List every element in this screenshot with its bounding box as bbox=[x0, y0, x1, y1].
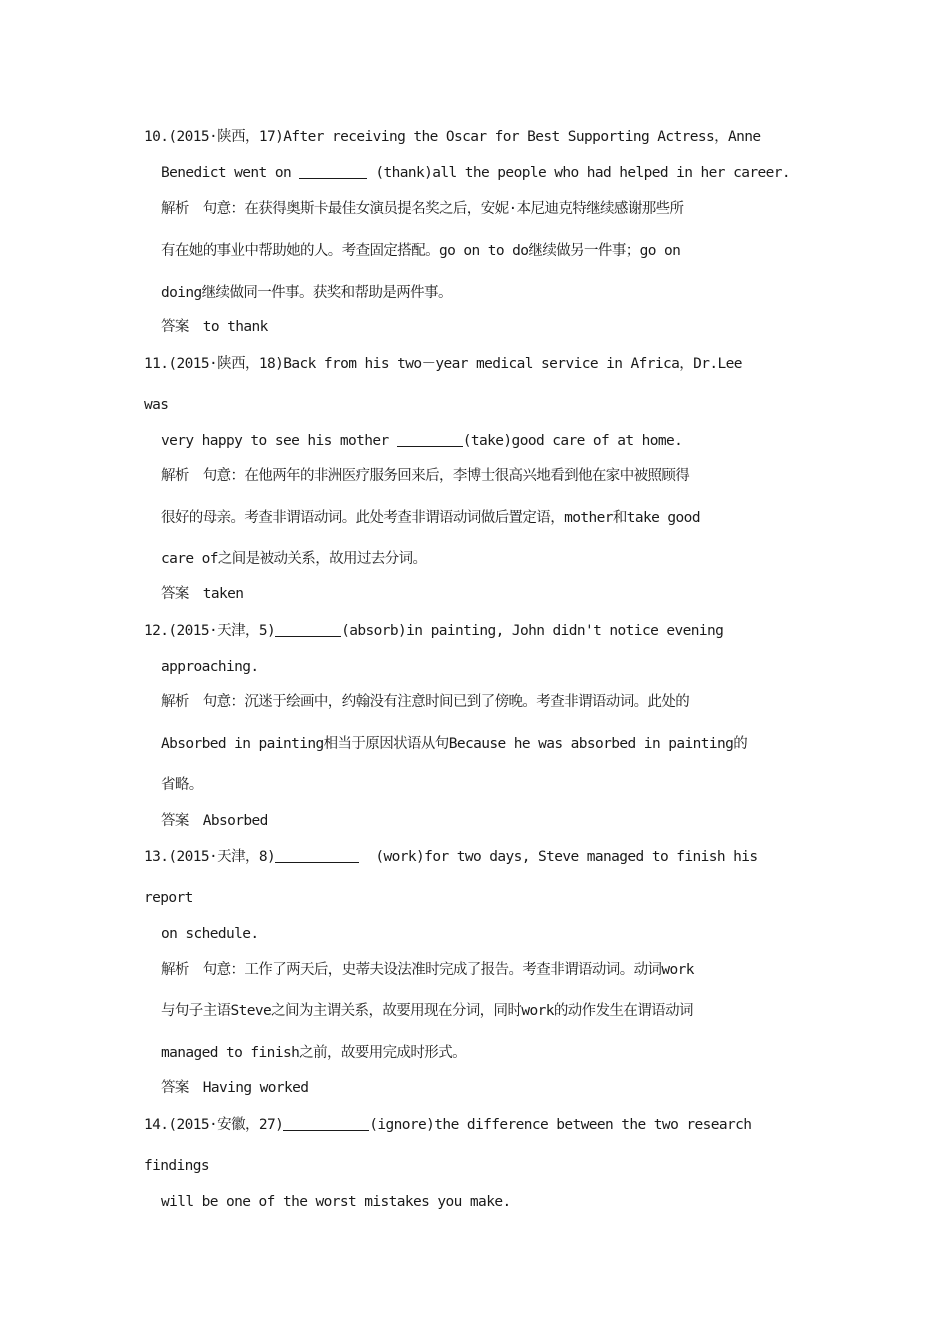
q14-stem-text-b: (ignore)the difference between the two research bbox=[369, 1117, 752, 1133]
q13-answer: 答案 Having worked bbox=[161, 1080, 309, 1096]
q11-analysis-line1: 解析 句意：在他两年的非洲医疗服务回来后，李博士很高兴地看到他在家中被照顾得 bbox=[161, 468, 690, 484]
q10-answer-blank[interactable] bbox=[299, 164, 367, 179]
q14-answer-blank[interactable] bbox=[283, 1116, 369, 1131]
q12-stem-line2: approaching. bbox=[161, 659, 259, 675]
q14-stem-line2: findings bbox=[144, 1158, 210, 1174]
q10-analysis-line1: 解析 句意：在获得奥斯卡最佳女演员提名奖之后，安妮·本尼迪克特继续感谢那些所 bbox=[161, 201, 684, 217]
q12-stem-line1 bbox=[144, 621, 723, 641]
q11-answer: 答案 taken bbox=[161, 586, 244, 602]
q11-stem-text-a: very happy to see his mother bbox=[161, 433, 389, 449]
q13-stem-text-b: (work)for two days, Steve managed to finish his bbox=[375, 849, 758, 865]
q12-stem-text-a: 12.(2015·天津，5) bbox=[144, 623, 276, 639]
q13-analysis-line2: 与句子主语Steve之间为主谓关系，故要用现在分词，同时work的动作发生在谓语动词 bbox=[161, 1003, 693, 1019]
q11-stem-line1: 11.(2015·陕西，18)Back from his two－year medical service in Africa，Dr.Lee bbox=[144, 356, 742, 372]
q11-analysis-line3: care of之间是被动关系，故用过去分词。 bbox=[161, 551, 427, 567]
q12-analysis-line2: Absorbed in painting相当于原因状语从句Because he was absorbed in painting的 bbox=[161, 736, 748, 752]
q13-stem-line3: on schedule. bbox=[161, 926, 259, 942]
q13-stem-line2: report bbox=[144, 890, 193, 906]
q14-stem-line1 bbox=[144, 1115, 751, 1135]
q10-stem-text-a: Benedict went on bbox=[161, 165, 292, 181]
q10-answer: 答案 to thank bbox=[161, 319, 268, 335]
q13-answer-blank[interactable] bbox=[275, 848, 359, 863]
q12-answer-blank[interactable] bbox=[275, 622, 341, 637]
q10-stem-text-b: (thank)all the people who had helped in her career. bbox=[375, 165, 790, 181]
q14-stem-text-a: 14.(2015·安徽，27) bbox=[144, 1117, 284, 1133]
q10-stem-line1: 10.(2015·陕西，17)After receiving the Oscar for Best Supporting Actress，Anne bbox=[144, 129, 761, 145]
q11-answer-blank[interactable] bbox=[397, 432, 463, 447]
q10-analysis-line3: doing继续做同一件事。获奖和帮助是两件事。 bbox=[161, 285, 452, 301]
q10-analysis-line2: 有在她的事业中帮助她的人。考查固定搭配。go on to do继续做另一件事；go on bbox=[161, 243, 681, 259]
q14-stem-line3: will be one of the worst mistakes you make. bbox=[161, 1194, 511, 1210]
q12-stem-text-b: (absorb)in painting, John didn't notice evening bbox=[341, 623, 724, 639]
q13-analysis-line1: 解析 句意：工作了两天后，史蒂夫设法准时完成了报告。考查非谓语动词。动词work bbox=[161, 962, 694, 978]
q11-stem-line2: was bbox=[144, 397, 169, 413]
q11-stem-line3 bbox=[161, 431, 682, 451]
q13-analysis-line3: managed to finish之前，故要用完成时形式。 bbox=[161, 1045, 467, 1061]
q13-stem-text-a: 13.(2015·天津，8) bbox=[144, 849, 276, 865]
q13-stem-line1 bbox=[144, 847, 758, 867]
q12-analysis-line1: 解析 句意：沉迷于绘画中，约翰没有注意时间已到了傍晚。考查非谓语动词。此处的 bbox=[161, 694, 690, 710]
q11-stem-text-b: (take)good care of at home. bbox=[462, 433, 683, 449]
q12-analysis-line3: 省略。 bbox=[161, 777, 203, 793]
q11-analysis-line2: 很好的母亲。考查非谓语动词。此处考查非谓语动词做后置定语，mother和take good bbox=[161, 510, 700, 526]
q12-answer: 答案 Absorbed bbox=[161, 813, 268, 829]
q10-stem-line2 bbox=[161, 163, 790, 183]
